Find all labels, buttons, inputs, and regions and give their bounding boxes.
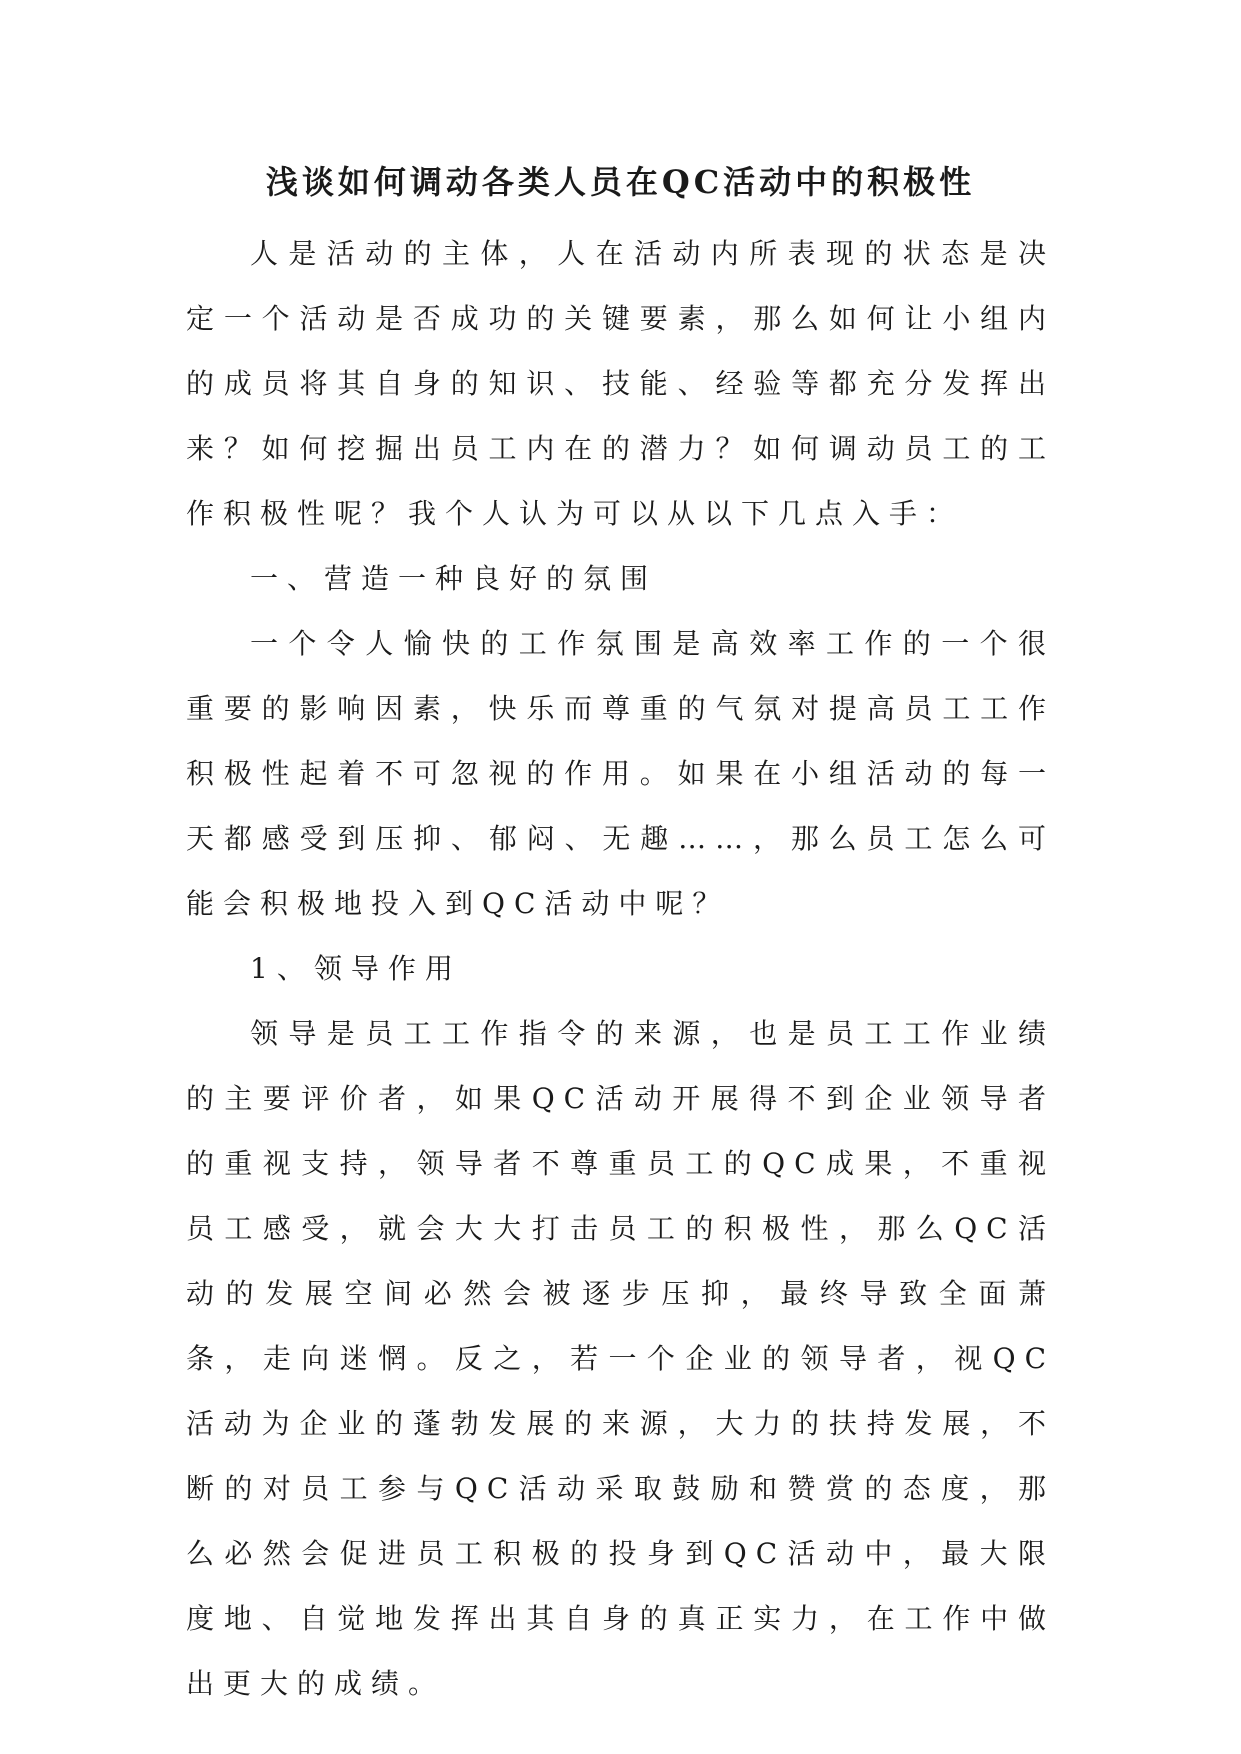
section-heading-1: 一、营造一种良好的氛围 xyxy=(250,562,658,595)
paragraph-leadership: 领导是员工工作指令的来源，也是员工工作业绩的主要评价者，如果QC活动开展得不到企业领导者的重视支持，领导者不尊重员工的QC成果，不重视员工感受，就会大大打击员工的积极性，那么QC活动的发展空间必然会被逐步压抑，最终导致全面萧条，走向迷惘。反之，若一个企业的领导者，视QC活动为企业的蓬勃发展的来源，大力的扶持发展，不断的对员工参与QC活动采取鼓励和赞赏的态度，那么必然会促进员工积极的投身到QC活动中，最大限度地、自觉地发挥出其自身的真正实力，在工作中做出更大的成绩。 xyxy=(186,1017,1055,1700)
document-title: 浅谈如何调动各类人员在QC活动中的积极性 xyxy=(265,163,976,201)
subsection-heading-1: 1、领导作用 xyxy=(250,952,462,985)
paragraph-intro: 人是活动的主体，人在活动内所表现的状态是决定一个活动是否成功的关键要素，那么如何让小组内的成员将其自身的知识、技能、经验等都充分发挥出来？如何挖掘出员工内在的潜力？如何调动员工的工作积极性呢？我个人认为可以从以下几点入手： xyxy=(186,237,1055,530)
paragraph-atmosphere: 一个令人愉快的工作氛围是高效率工作的一个很重要的影响因素，快乐而尊重的气氛对提高员工工作积极性起着不可忽视的作用。如果在小组活动的每一天都感受到压抑、郁闷、无趣……，那么员工怎么可能会积极地投入到QC活动中呢？ xyxy=(186,627,1055,920)
document-body xyxy=(186,221,1055,1716)
